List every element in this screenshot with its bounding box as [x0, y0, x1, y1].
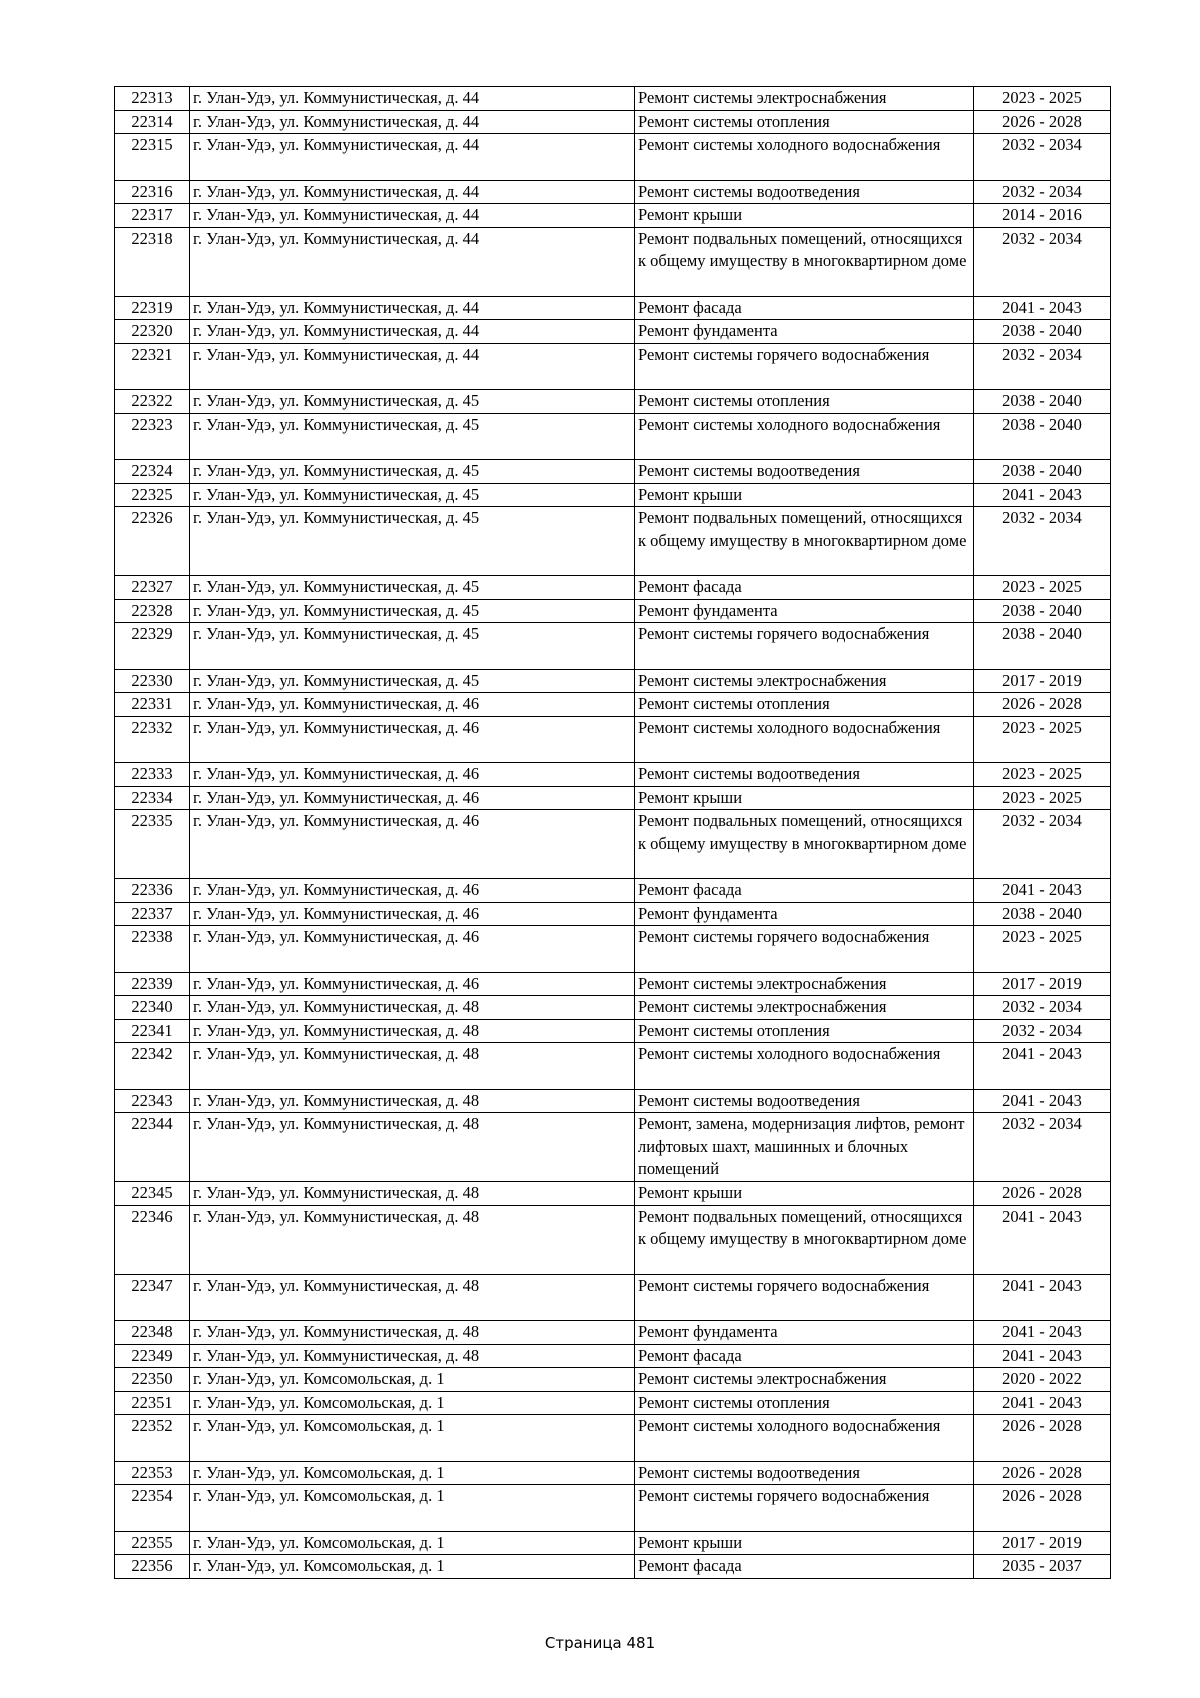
- period-cell: 2026 - 2028: [974, 1461, 1111, 1485]
- period-cell: 2023 - 2025: [974, 926, 1111, 973]
- work-type-cell: Ремонт системы водоотведения: [635, 763, 974, 787]
- table-row: [115, 786, 1111, 810]
- address-cell: г. Улан-Удэ, ул. Коммунистическая, д. 46: [190, 693, 635, 717]
- table-row: [115, 483, 1111, 507]
- address-cell: г. Улан-Удэ, ул. Коммунистическая, д. 45: [190, 507, 635, 576]
- work-type-cell: Ремонт системы горячего водоснабжения: [635, 1274, 974, 1321]
- address-cell: г. Улан-Удэ, ул. Коммунистическая, д. 44: [190, 134, 635, 181]
- address-cell: г. Улан-Удэ, ул. Коммунистическая, д. 46: [190, 786, 635, 810]
- period-cell: 2017 - 2019: [974, 669, 1111, 693]
- address-cell: г. Улан-Удэ, ул. Коммунистическая, д. 45: [190, 576, 635, 600]
- table-row: [115, 926, 1111, 973]
- table-row: [115, 810, 1111, 879]
- work-type-cell: Ремонт подвальных помещений, относящихся к общему имуществу в многоквартирном доме: [635, 810, 974, 879]
- row-number: 22330: [115, 669, 190, 693]
- address-cell: г. Улан-Удэ, ул. Коммунистическая, д. 46: [190, 716, 635, 763]
- row-number: 22354: [115, 1485, 190, 1532]
- table-row: [115, 599, 1111, 623]
- period-cell: 2041 - 2043: [974, 1089, 1111, 1113]
- row-number: 22338: [115, 926, 190, 973]
- table-body: [115, 87, 1111, 1579]
- period-cell: 2038 - 2040: [974, 460, 1111, 484]
- work-type-cell: Ремонт системы горячего водоснабжения: [635, 343, 974, 390]
- period-cell: 2026 - 2028: [974, 1415, 1111, 1462]
- row-number: 22334: [115, 786, 190, 810]
- work-type-cell: Ремонт системы электроснабжения: [635, 1368, 974, 1392]
- work-type-cell: Ремонт фундамента: [635, 902, 974, 926]
- period-cell: 2032 - 2034: [974, 1113, 1111, 1182]
- table-row: [115, 1368, 1111, 1392]
- table-row: [115, 576, 1111, 600]
- row-number: 22321: [115, 343, 190, 390]
- row-number: 22347: [115, 1274, 190, 1321]
- table-row: [115, 1274, 1111, 1321]
- work-type-cell: Ремонт системы горячего водоснабжения: [635, 1485, 974, 1532]
- table-row: [115, 227, 1111, 296]
- work-type-cell: Ремонт фасада: [635, 576, 974, 600]
- address-cell: г. Улан-Удэ, ул. Коммунистическая, д. 44: [190, 320, 635, 344]
- table-row: [115, 87, 1111, 111]
- work-type-cell: Ремонт системы водоотведения: [635, 460, 974, 484]
- table-row: [115, 1555, 1111, 1579]
- row-number: 22337: [115, 902, 190, 926]
- row-number: 22326: [115, 507, 190, 576]
- address-cell: г. Улан-Удэ, ул. Комсомольская, д. 1: [190, 1391, 635, 1415]
- period-cell: 2041 - 2043: [974, 1391, 1111, 1415]
- work-type-cell: Ремонт крыши: [635, 1182, 974, 1206]
- table-row: [115, 507, 1111, 576]
- row-number: 22331: [115, 693, 190, 717]
- table-row: [115, 413, 1111, 460]
- row-number: 22355: [115, 1531, 190, 1555]
- work-type-cell: Ремонт системы горячего водоснабжения: [635, 623, 974, 670]
- address-cell: г. Улан-Удэ, ул. Коммунистическая, д. 48: [190, 1205, 635, 1274]
- address-cell: г. Улан-Удэ, ул. Коммунистическая, д. 45: [190, 390, 635, 414]
- work-type-cell: Ремонт фундамента: [635, 320, 974, 344]
- row-number: 22313: [115, 87, 190, 111]
- work-type-cell: Ремонт системы холодного водоснабжения: [635, 413, 974, 460]
- table-row: [115, 1344, 1111, 1368]
- row-number: 22318: [115, 227, 190, 296]
- row-number: 22353: [115, 1461, 190, 1485]
- period-cell: 2023 - 2025: [974, 716, 1111, 763]
- page-number: Страница 481: [544, 1634, 656, 1652]
- address-cell: г. Улан-Удэ, ул. Коммунистическая, д. 48: [190, 1113, 635, 1182]
- address-cell: г. Улан-Удэ, ул. Коммунистическая, д. 45: [190, 599, 635, 623]
- table-row: [115, 623, 1111, 670]
- row-number: 22350: [115, 1368, 190, 1392]
- work-type-cell: Ремонт крыши: [635, 1531, 974, 1555]
- work-type-cell: Ремонт фасада: [635, 1555, 974, 1579]
- table-row: [115, 1485, 1111, 1532]
- period-cell: 2032 - 2034: [974, 227, 1111, 296]
- table-row: [115, 1391, 1111, 1415]
- row-number: 22340: [115, 996, 190, 1020]
- table-row: [115, 716, 1111, 763]
- row-number: 22339: [115, 972, 190, 996]
- work-type-cell: Ремонт системы холодного водоснабжения: [635, 716, 974, 763]
- address-cell: г. Улан-Удэ, ул. Коммунистическая, д. 44: [190, 343, 635, 390]
- table-row: [115, 879, 1111, 903]
- work-type-cell: Ремонт системы отопления: [635, 1391, 974, 1415]
- address-cell: г. Улан-Удэ, ул. Коммунистическая, д. 44: [190, 180, 635, 204]
- work-type-cell: Ремонт подвальных помещений, относящихся к общему имуществу в многоквартирном доме: [635, 227, 974, 296]
- work-type-cell: Ремонт системы электроснабжения: [635, 996, 974, 1020]
- work-type-cell: Ремонт фундамента: [635, 599, 974, 623]
- address-cell: г. Улан-Удэ, ул. Коммунистическая, д. 48: [190, 1043, 635, 1090]
- table-row: [115, 996, 1111, 1020]
- row-number: 22333: [115, 763, 190, 787]
- work-type-cell: Ремонт крыши: [635, 204, 974, 228]
- period-cell: 2014 - 2016: [974, 204, 1111, 228]
- row-number: 22342: [115, 1043, 190, 1090]
- row-number: 22349: [115, 1344, 190, 1368]
- table-row: [115, 1182, 1111, 1206]
- work-type-cell: Ремонт системы водоотведения: [635, 180, 974, 204]
- work-type-cell: Ремонт фасада: [635, 879, 974, 903]
- period-cell: 2032 - 2034: [974, 507, 1111, 576]
- address-cell: г. Улан-Удэ, ул. Коммунистическая, д. 48: [190, 1019, 635, 1043]
- address-cell: г. Улан-Удэ, ул. Коммунистическая, д. 44: [190, 204, 635, 228]
- row-number: 22322: [115, 390, 190, 414]
- table-row: [115, 343, 1111, 390]
- address-cell: г. Улан-Удэ, ул. Коммунистическая, д. 48: [190, 1274, 635, 1321]
- table-row: [115, 1019, 1111, 1043]
- address-cell: г. Улан-Удэ, ул. Коммунистическая, д. 46: [190, 763, 635, 787]
- table-row: [115, 204, 1111, 228]
- work-type-cell: Ремонт системы отопления: [635, 390, 974, 414]
- work-type-cell: Ремонт системы водоотведения: [635, 1461, 974, 1485]
- work-type-cell: Ремонт системы отопления: [635, 110, 974, 134]
- row-number: 22356: [115, 1555, 190, 1579]
- period-cell: 2023 - 2025: [974, 786, 1111, 810]
- row-number: 22343: [115, 1089, 190, 1113]
- work-type-cell: Ремонт фасада: [635, 296, 974, 320]
- period-cell: 2041 - 2043: [974, 879, 1111, 903]
- work-type-cell: Ремонт крыши: [635, 483, 974, 507]
- repair-schedule-table: [114, 86, 1111, 1579]
- row-number: 22323: [115, 413, 190, 460]
- row-number: 22344: [115, 1113, 190, 1182]
- work-type-cell: Ремонт системы электроснабжения: [635, 972, 974, 996]
- work-type-cell: Ремонт системы водоотведения: [635, 1089, 974, 1113]
- table-row: [115, 134, 1111, 181]
- work-type-cell: Ремонт системы электроснабжения: [635, 87, 974, 111]
- period-cell: 2026 - 2028: [974, 1485, 1111, 1532]
- address-cell: г. Улан-Удэ, ул. Коммунистическая, д. 46: [190, 879, 635, 903]
- address-cell: г. Улан-Удэ, ул. Коммунистическая, д. 45: [190, 483, 635, 507]
- period-cell: 2026 - 2028: [974, 110, 1111, 134]
- period-cell: 2038 - 2040: [974, 320, 1111, 344]
- period-cell: 2017 - 2019: [974, 1531, 1111, 1555]
- address-cell: г. Улан-Удэ, ул. Коммунистическая, д. 48: [190, 1344, 635, 1368]
- period-cell: 2023 - 2025: [974, 576, 1111, 600]
- table-row: [115, 1113, 1111, 1182]
- period-cell: 2023 - 2025: [974, 87, 1111, 111]
- row-number: 22314: [115, 110, 190, 134]
- row-number: 22345: [115, 1182, 190, 1206]
- period-cell: 2038 - 2040: [974, 902, 1111, 926]
- row-number: 22328: [115, 599, 190, 623]
- address-cell: г. Улан-Удэ, ул. Коммунистическая, д. 46: [190, 972, 635, 996]
- row-number: 22316: [115, 180, 190, 204]
- table-row: [115, 320, 1111, 344]
- period-cell: 2041 - 2043: [974, 296, 1111, 320]
- table-row: [115, 110, 1111, 134]
- work-type-cell: Ремонт системы горячего водоснабжения: [635, 926, 974, 973]
- table-row: [115, 763, 1111, 787]
- address-cell: г. Улан-Удэ, ул. Коммунистическая, д. 45: [190, 669, 635, 693]
- work-type-cell: Ремонт, замена, модернизация лифтов, ремонт лифтовых шахт, машинных и блочных помещений: [635, 1113, 974, 1182]
- table-row: [115, 1531, 1111, 1555]
- period-cell: 2020 - 2022: [974, 1368, 1111, 1392]
- table-row: [115, 1321, 1111, 1345]
- row-number: 22315: [115, 134, 190, 181]
- work-type-cell: Ремонт подвальных помещений, относящихся к общему имуществу в многоквартирном доме: [635, 1205, 974, 1274]
- work-type-cell: Ремонт системы отопления: [635, 1019, 974, 1043]
- table-row: [115, 902, 1111, 926]
- table-row: [115, 1415, 1111, 1462]
- address-cell: г. Улан-Удэ, ул. Комсомольская, д. 1: [190, 1368, 635, 1392]
- period-cell: 2032 - 2034: [974, 343, 1111, 390]
- period-cell: 2032 - 2034: [974, 810, 1111, 879]
- table-row: [115, 1089, 1111, 1113]
- period-cell: 2038 - 2040: [974, 623, 1111, 670]
- row-number: 22351: [115, 1391, 190, 1415]
- period-cell: 2032 - 2034: [974, 1019, 1111, 1043]
- period-cell: 2038 - 2040: [974, 390, 1111, 414]
- period-cell: 2038 - 2040: [974, 413, 1111, 460]
- row-number: 22320: [115, 320, 190, 344]
- address-cell: г. Улан-Удэ, ул. Коммунистическая, д. 45: [190, 623, 635, 670]
- period-cell: 2035 - 2037: [974, 1555, 1111, 1579]
- address-cell: г. Улан-Удэ, ул. Коммунистическая, д. 48: [190, 1321, 635, 1345]
- table-row: [115, 390, 1111, 414]
- period-cell: 2041 - 2043: [974, 1205, 1111, 1274]
- work-type-cell: Ремонт системы холодного водоснабжения: [635, 1043, 974, 1090]
- row-number: 22324: [115, 460, 190, 484]
- table-row: [115, 1205, 1111, 1274]
- table-row: [115, 693, 1111, 717]
- table-row: [115, 1043, 1111, 1090]
- period-cell: 2041 - 2043: [974, 1274, 1111, 1321]
- table-row: [115, 1461, 1111, 1485]
- period-cell: 2041 - 2043: [974, 1043, 1111, 1090]
- row-number: 22352: [115, 1415, 190, 1462]
- row-number: 22336: [115, 879, 190, 903]
- address-cell: г. Улан-Удэ, ул. Коммунистическая, д. 44: [190, 296, 635, 320]
- address-cell: г. Улан-Удэ, ул. Комсомольская, д. 1: [190, 1531, 635, 1555]
- row-number: 22327: [115, 576, 190, 600]
- address-cell: г. Улан-Удэ, ул. Коммунистическая, д. 44: [190, 227, 635, 296]
- address-cell: г. Улан-Удэ, ул. Коммунистическая, д. 46: [190, 926, 635, 973]
- period-cell: 2032 - 2034: [974, 180, 1111, 204]
- work-type-cell: Ремонт фасада: [635, 1344, 974, 1368]
- table-row: [115, 669, 1111, 693]
- work-type-cell: Ремонт системы электроснабжения: [635, 669, 974, 693]
- work-type-cell: Ремонт системы холодного водоснабжения: [635, 134, 974, 181]
- work-type-cell: Ремонт крыши: [635, 786, 974, 810]
- period-cell: 2041 - 2043: [974, 1321, 1111, 1345]
- address-cell: г. Улан-Удэ, ул. Коммунистическая, д. 46: [190, 902, 635, 926]
- table-row: [115, 460, 1111, 484]
- address-cell: г. Улан-Удэ, ул. Комсомольская, д. 1: [190, 1555, 635, 1579]
- row-number: 22332: [115, 716, 190, 763]
- row-number: 22335: [115, 810, 190, 879]
- period-cell: 2041 - 2043: [974, 483, 1111, 507]
- table-row: [115, 972, 1111, 996]
- address-cell: г. Улан-Удэ, ул. Коммунистическая, д. 48: [190, 1089, 635, 1113]
- table-row: [115, 296, 1111, 320]
- period-cell: 2032 - 2034: [974, 134, 1111, 181]
- address-cell: г. Улан-Удэ, ул. Комсомольская, д. 1: [190, 1461, 635, 1485]
- row-number: 22346: [115, 1205, 190, 1274]
- address-cell: г. Улан-Удэ, ул. Коммунистическая, д. 44: [190, 87, 635, 111]
- period-cell: 2041 - 2043: [974, 1344, 1111, 1368]
- period-cell: 2026 - 2028: [974, 693, 1111, 717]
- period-cell: 2026 - 2028: [974, 1182, 1111, 1206]
- period-cell: 2038 - 2040: [974, 599, 1111, 623]
- row-number: 22341: [115, 1019, 190, 1043]
- period-cell: 2023 - 2025: [974, 763, 1111, 787]
- address-cell: г. Улан-Удэ, ул. Комсомольская, д. 1: [190, 1415, 635, 1462]
- address-cell: г. Улан-Удэ, ул. Коммунистическая, д. 48: [190, 1182, 635, 1206]
- address-cell: г. Улан-Удэ, ул. Коммунистическая, д. 46: [190, 810, 635, 879]
- period-cell: 2032 - 2034: [974, 996, 1111, 1020]
- address-cell: г. Улан-Удэ, ул. Коммунистическая, д. 45: [190, 460, 635, 484]
- work-type-cell: Ремонт системы отопления: [635, 693, 974, 717]
- row-number: 22348: [115, 1321, 190, 1345]
- work-type-cell: Ремонт системы холодного водоснабжения: [635, 1415, 974, 1462]
- address-cell: г. Улан-Удэ, ул. Коммунистическая, д. 45: [190, 413, 635, 460]
- address-cell: г. Улан-Удэ, ул. Комсомольская, д. 1: [190, 1485, 635, 1532]
- row-number: 22329: [115, 623, 190, 670]
- work-type-cell: Ремонт подвальных помещений, относящихся к общему имуществу в многоквартирном доме: [635, 507, 974, 576]
- address-cell: г. Улан-Удэ, ул. Коммунистическая, д. 48: [190, 996, 635, 1020]
- work-type-cell: Ремонт фундамента: [635, 1321, 974, 1345]
- row-number: 22319: [115, 296, 190, 320]
- table-row: [115, 180, 1111, 204]
- row-number: 22317: [115, 204, 190, 228]
- period-cell: 2017 - 2019: [974, 972, 1111, 996]
- row-number: 22325: [115, 483, 190, 507]
- address-cell: г. Улан-Удэ, ул. Коммунистическая, д. 44: [190, 110, 635, 134]
